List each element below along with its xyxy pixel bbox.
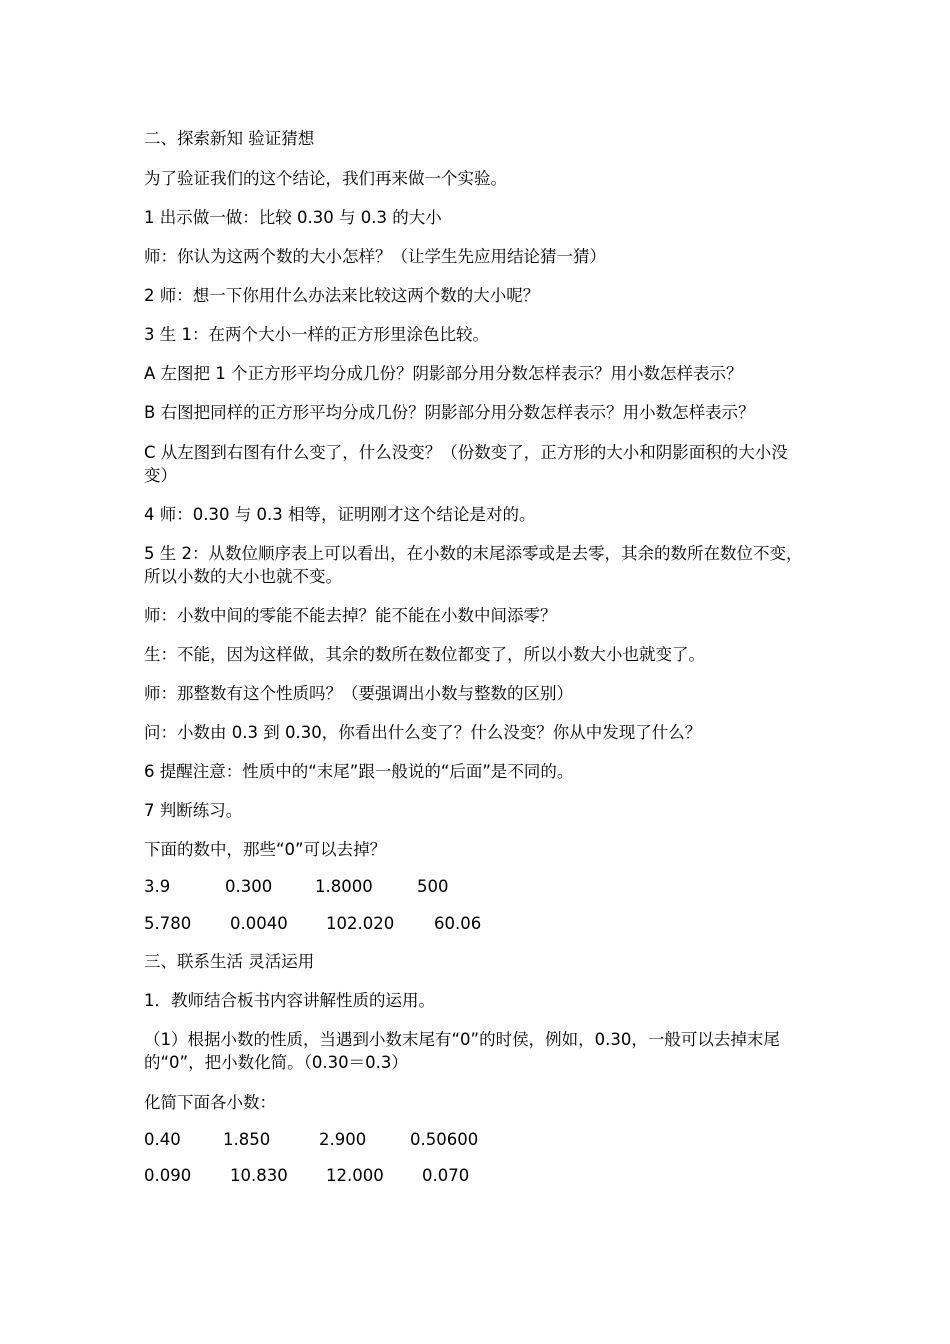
paragraph: A 左图把 1 个正方形平均分成几份？阴影部分用分数怎样表示？用小数怎样表示？: [144, 364, 743, 383]
paragraph: 6 提醒注意：性质中的“末尾”跟一般说的“后面”是不同的。: [144, 762, 574, 781]
paragraph: 为了验证我们的这个结论，我们再来做一个实验。: [144, 169, 507, 188]
section-heading-3: 三、联系生活 灵活运用: [144, 952, 315, 971]
number-item: 102.020: [326, 914, 395, 933]
number-item: 0.40: [144, 1130, 181, 1149]
number-item: 12.000: [326, 1166, 384, 1185]
number-item: 0.50600: [410, 1130, 479, 1149]
number-item: 2.900: [319, 1130, 367, 1149]
paragraph: 1 出示做一做：比较 0.30 与 0.3 的大小: [144, 208, 442, 227]
paragraph: 3 生 1：在两个大小一样的正方形里涂色比较。: [144, 325, 489, 344]
number-item: 0.0040: [230, 914, 288, 933]
paragraph: 2 师：想一下你用什么办法来比较这两个数的大小呢？: [144, 286, 540, 305]
paragraph: 师：那整数有这个性质吗？（要强调出小数与整数的区别）: [144, 684, 573, 703]
paragraph: 化简下面各小数：: [144, 1093, 276, 1112]
number-item: 1.8000: [315, 877, 373, 896]
number-item: 1.850: [223, 1130, 271, 1149]
paragraph: 5 生 2：从数位顺序表上可以看出，在小数的末尾添零或是去零，其余的数所在数位不变，所以小数的大小也就不变。: [144, 544, 803, 586]
section-heading-2: 二、探索新知 验证猜想: [144, 129, 315, 148]
number-item: 0.300: [225, 877, 273, 896]
paragraph: 4 师：0.30 与 0.3 相等，证明刚才这个结论是对的。: [144, 505, 536, 524]
number-item: 5.780: [144, 914, 192, 933]
number-item: 3.9: [144, 877, 171, 896]
paragraph: （1）根据小数的性质，当遇到小数末尾有“0”的时侯，例如，0.30，一般可以去掉末尾的“0”，把小数化简。（0.30＝0.3）: [144, 1030, 780, 1072]
number-item: 60.06: [434, 914, 482, 933]
paragraph: 师：你认为这两个数的大小怎样？（让学生先应用结论猜一猜）: [144, 247, 606, 266]
paragraph: 师：小数中间的零能不能去掉？能不能在小数中间添零？: [144, 606, 557, 625]
paragraph: 7 判断练习。: [144, 801, 243, 820]
number-item: 10.830: [230, 1166, 288, 1185]
number-item: 0.070: [422, 1166, 470, 1185]
number-item: 0.090: [144, 1166, 192, 1185]
paragraph: 问：小数由 0.3 到 0.30，你看出什么变了？什么没变？你从中发现了什么？: [144, 723, 702, 742]
paragraph: 下面的数中，那些“0”可以去掉？: [144, 840, 387, 859]
paragraph: 1．教师结合板书内容讲解性质的运用。: [144, 991, 435, 1010]
paragraph: 生：不能，因为这样做，其余的数所在数位都变了，所以小数大小也就变了。: [144, 645, 705, 664]
paragraph: B 右图把同样的正方形平均分成几份？阴影部分用分数怎样表示？用小数怎样表示？: [144, 403, 755, 422]
paragraph: C 从左图到右图有什么变了，什么没变？（份数变了，正方形的大小和阴影面积的大小没变）: [144, 443, 788, 485]
number-item: 500: [417, 877, 449, 896]
